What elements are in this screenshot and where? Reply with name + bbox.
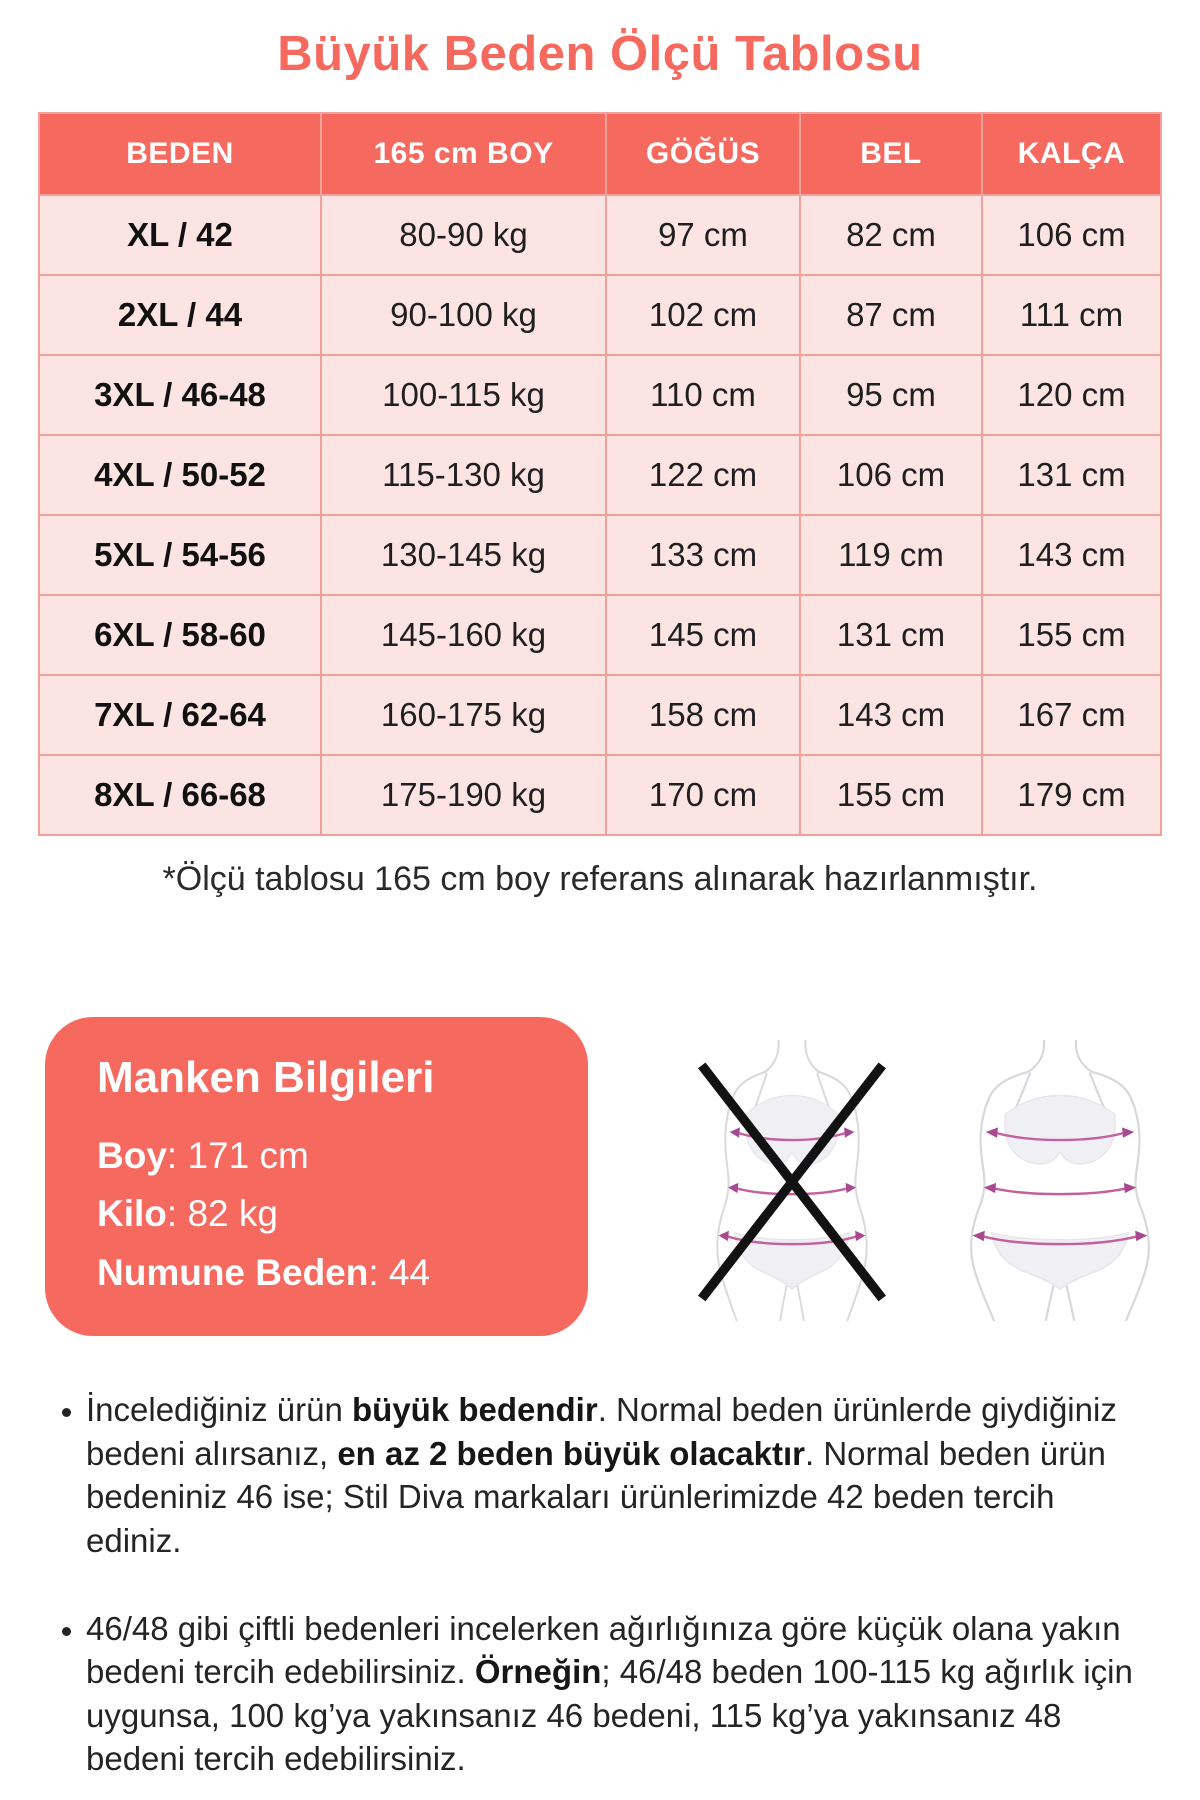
model-height-line (97, 1127, 558, 1185)
size-cell: 4XL / 50-52 (39, 435, 321, 515)
note-text: ; 46/48 beden 100-115 kg ağırlık için uygunsa, 100 kg’ya yakınsanız 46 bedeni, 115 kg’ya yakınsanız 48 bedeni tercih edebilirsiniz. (86, 1653, 1133, 1778)
incorrect-measurement-figure (684, 1039, 900, 1321)
weight-cell: 80-90 kg (321, 195, 606, 275)
size-cell: 7XL / 62-64 (39, 675, 321, 755)
model-height-value: : 171 cm (166, 1135, 309, 1176)
weight-cell: 115-130 kg (321, 435, 606, 515)
chest-cell: 97 cm (606, 195, 800, 275)
weight-cell: 145-160 kg (321, 595, 606, 675)
size-cell: 3XL / 46-48 (39, 355, 321, 435)
crossed-out-body-figure-icon (684, 1039, 900, 1321)
header-cell-gogus: GÖĞÜS (606, 113, 800, 195)
hip-cell: 111 cm (982, 275, 1161, 355)
model-weight-label: Kilo (97, 1193, 167, 1235)
note-item-sizing (86, 1388, 1170, 1562)
page-title: Büyük Beden Ölçü Tablosu (277, 27, 923, 81)
hip-cell: 106 cm (982, 195, 1161, 275)
weight-cell: 175-190 kg (321, 755, 606, 835)
model-sample-size-label: Numune Beden (97, 1251, 369, 1293)
note-text: . Normal beden ürünlerde giydiğiniz bedeni alırsanız, (86, 1391, 1117, 1472)
chest-cell: 158 cm (606, 675, 800, 755)
measurement-figures (684, 1039, 1168, 1321)
table-row (39, 675, 1161, 755)
header-cell-boy: 165 cm BOY (321, 113, 606, 195)
size-cell: 2XL / 44 (39, 275, 321, 355)
hip-cell: 179 cm (982, 755, 1161, 835)
hip-cell: 155 cm (982, 595, 1161, 675)
table-row (39, 435, 1161, 515)
hip-cell: 143 cm (982, 515, 1161, 595)
size-table (38, 112, 1162, 836)
model-info-title: Manken Bilgileri (97, 1053, 435, 1102)
table-row (39, 755, 1161, 835)
waist-cell: 82 cm (800, 195, 982, 275)
note-text: . Normal beden ürün bedeniniz 46 ise; Stil Diva markaları ürünlerimizde 42 beden tercih ediniz. (86, 1434, 1106, 1559)
size-cell: 5XL / 54-56 (39, 515, 321, 595)
note-item-double-sizes (86, 1607, 1170, 1781)
waist-cell: 87 cm (800, 275, 982, 355)
model-weight-value: : 82 kg (166, 1193, 278, 1235)
note-text-bold: en az 2 beden büyük olacaktır (337, 1434, 805, 1472)
size-cell: 8XL / 66-68 (39, 755, 321, 835)
note-text: İncelediğiniz ürün (86, 1391, 352, 1429)
model-sample-size-value: : 44 (368, 1251, 431, 1293)
weight-cell: 100-115 kg (321, 355, 606, 435)
weight-cell: 160-175 kg (321, 675, 606, 755)
table-footnote: *Ölçü tablosu 165 cm boy referans alınarak hazırlanmıştır. (162, 860, 1038, 898)
hip-cell: 120 cm (982, 355, 1161, 435)
chest-cell: 122 cm (606, 435, 800, 515)
table-row (39, 355, 1161, 435)
waist-cell: 119 cm (800, 515, 982, 595)
waist-cell: 131 cm (800, 595, 982, 675)
header-cell-beden: BEDEN (39, 113, 321, 195)
measured-body-figure-icon (952, 1039, 1168, 1321)
hip-cell: 131 cm (982, 435, 1161, 515)
table-row (39, 595, 1161, 675)
chest-cell: 110 cm (606, 355, 800, 435)
size-cell: XL / 42 (39, 195, 321, 275)
chest-cell: 145 cm (606, 595, 800, 675)
chest-cell: 133 cm (606, 515, 800, 595)
model-info-section (0, 1017, 1200, 1336)
weight-cell: 90-100 kg (321, 275, 606, 355)
size-cell: 6XL / 58-60 (39, 595, 321, 675)
weight-cell: 130-145 kg (321, 515, 606, 595)
header-cell-bel: BEL (800, 113, 982, 195)
chest-cell: 170 cm (606, 755, 800, 835)
table-row (39, 275, 1161, 355)
model-height-label: Boy (97, 1135, 167, 1176)
model-sample-size-line (97, 1244, 558, 1302)
correct-measurement-figure (952, 1039, 1168, 1321)
chest-cell: 102 cm (606, 275, 800, 355)
note-text-bold: büyük bedendir (352, 1391, 598, 1429)
waist-cell: 95 cm (800, 355, 982, 435)
note-text: 46/48 gibi çiftli bedenleri incelerken ağırlığınıza göre küçük olana yakın bedeni tercih edebilirsiniz. (86, 1609, 1121, 1691)
waist-cell: 155 cm (800, 755, 982, 835)
notes-list (48, 1388, 1170, 1780)
hip-cell: 167 cm (982, 675, 1161, 755)
header-cell-kalca: KALÇA (982, 113, 1161, 195)
model-weight-line (97, 1185, 558, 1243)
table-row (39, 195, 1161, 275)
note-text-bold: Örneğin (474, 1653, 602, 1691)
table-header-row (39, 113, 1161, 195)
model-info-card (45, 1017, 588, 1336)
table-row (39, 515, 1161, 595)
waist-cell: 106 cm (800, 435, 982, 515)
waist-cell: 143 cm (800, 675, 982, 755)
